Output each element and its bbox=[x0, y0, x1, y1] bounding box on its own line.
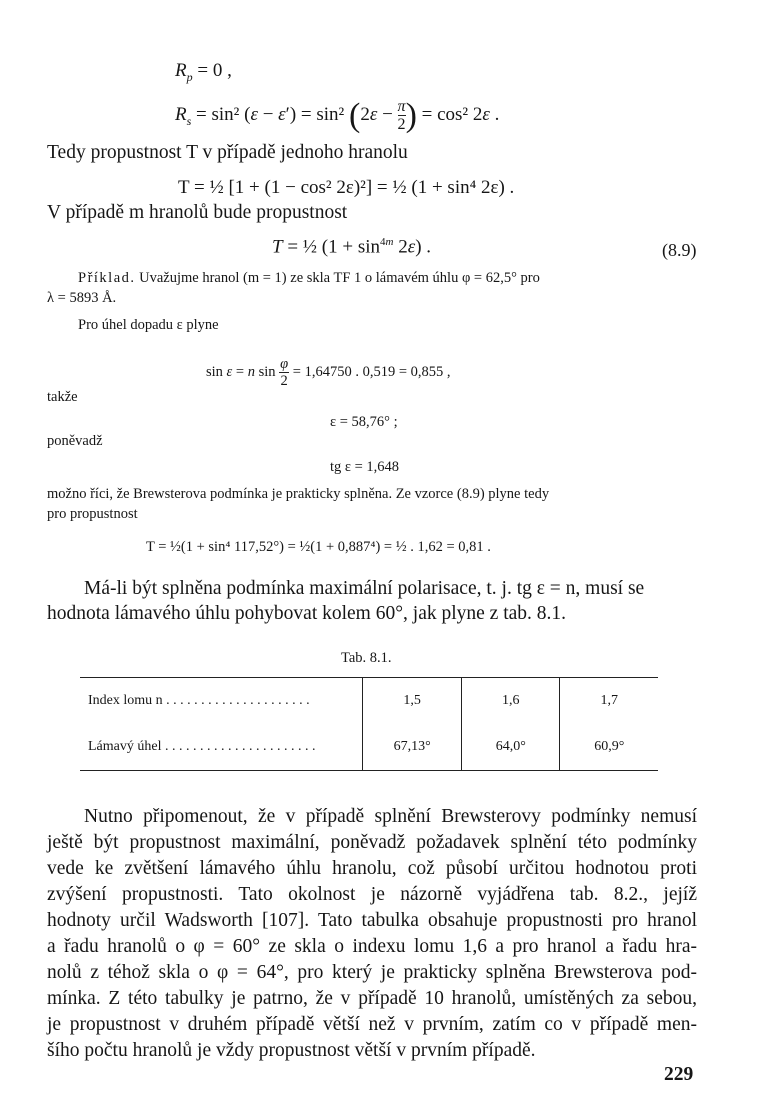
equation-rp: $R_p = 0$ , bbox=[175, 60, 232, 84]
text-tedy: Tedy propustnost T v případě jednoho hranolu bbox=[47, 142, 408, 163]
table-cell: 64,0° bbox=[462, 724, 560, 771]
equation-eps-value: ε = 58,76° ; bbox=[330, 414, 398, 430]
table-row bbox=[80, 724, 658, 771]
text-takze: takže bbox=[47, 389, 78, 405]
table-row-label: Index lomu n . . . . . . . . . . . . . . . . . . . . . bbox=[80, 678, 363, 725]
text-mali-line-1: Má-li být splněna podmínka maximální polarisace, t. j. tg ε = n, musí se bbox=[84, 578, 645, 599]
table-cell: 1,5 bbox=[363, 678, 462, 725]
table-caption: Tab. 8.1. bbox=[341, 650, 392, 666]
paragraph-line: ještě být propustnost maximální, poněvadž požadavek splnění této podmínky bbox=[47, 832, 697, 853]
equation-t-multi: T = ½ $(1 + \sin^{4m} 2\varepsilon)$ . bbox=[272, 236, 432, 258]
paragraph-line: vede ke zvětšení lámavého úhlu hranolu, což působí určitou hodnotou proti bbox=[47, 858, 697, 879]
text-mali-line-2: hodnota lámavého úhlu pohybovat kolem 60°, jak plyne z tab. 8.1. bbox=[47, 603, 567, 624]
equation-sin-eps: sin ε = n sin $\frac{\varphi}{2}$ = 1,64750 . 0,519 = 0,855 , bbox=[206, 356, 451, 389]
paragraph-line: a řadu hranolů o φ = 60° ze skla o indexu lomu 1,6 a pro hranol a řadu hra- bbox=[47, 936, 697, 957]
table-cell: 67,13° bbox=[363, 724, 462, 771]
paragraph-line: mínka. Z této tabulky je patrno, že v případě 10 hranolů, umístěných za sebou, bbox=[47, 988, 697, 1009]
text-mozno-line-1: možno říci, že Brewsterova podmínka je prakticky splněna. Ze vzorce (8.9) plyne tedy bbox=[47, 486, 550, 502]
table-row-label: Lámavý úhel . . . . . . . . . . . . . . . . . . . . . . bbox=[80, 724, 363, 771]
text-v-pripade: V případě m hranolů bude propustnost bbox=[47, 202, 348, 223]
paragraph-line: Nutno připomenout, že v případě splnění Brewsterovy podmínky nemusí bbox=[84, 806, 697, 827]
equation-t-single: T = ½ [1 + (1 − cos² 2ε)²] = ½ (1 + sin⁴ 2ε) . bbox=[178, 177, 515, 198]
text-mozno-line-2: pro propustnost bbox=[47, 506, 138, 522]
paragraph-line: je propustnost v druhém případě větší než v prvním, zatím co v případě men- bbox=[47, 1014, 697, 1035]
table-8-1 bbox=[80, 677, 658, 771]
table-row bbox=[80, 678, 658, 725]
page-number: 229 bbox=[664, 1064, 694, 1085]
text-ponevadz: poněvadž bbox=[47, 433, 103, 449]
paragraph-line: hodnoty určil Wadsworth [107]. Tato tabulka obsahuje propustnosti pro hranol bbox=[47, 910, 697, 931]
text-uhel-dopadu: Pro úhel dopadu ε plyne bbox=[78, 317, 219, 333]
paragraph-line: zvýšení propustnosti. Tato okolnost je názorně vyjádřena tab. 8.2., jejíž bbox=[47, 884, 697, 905]
equation-t-result: T = ½(1 + sin⁴ 117,52°) = ½(1 + 0,887⁴) = ½ . 1,62 = 0,81 . bbox=[146, 539, 491, 555]
table-cell: 1,6 bbox=[462, 678, 560, 725]
example-label: Příklad. bbox=[78, 270, 136, 286]
example-line-1 bbox=[78, 270, 540, 287]
paragraph-line: nolů z téhož skla o φ = 64°, pro který je prakticky splněna Brewsterova pod- bbox=[47, 962, 697, 983]
example-text: Uvažujme hranol (m = 1) ze skla TF 1 o lámavém úhlu φ = 62,5° pro bbox=[139, 270, 540, 286]
example-line-2: λ = 5893 Å. bbox=[47, 290, 117, 306]
paragraph-line: šího počtu hranolů je vždy propustnost větší v prvním případě. bbox=[47, 1040, 536, 1061]
equation-tg-eps: tg ε = 1,648 bbox=[330, 459, 400, 475]
equation-rs: $R_s = \sin^2$ (ε − ε′) = sin² (2ε − $\frac{\pi}{2}$ ) = cos² 2ε . bbox=[175, 97, 500, 134]
paragraph-final bbox=[47, 804, 697, 1064]
table-cell: 1,7 bbox=[560, 678, 658, 725]
equation-number: (8.9) bbox=[662, 240, 697, 260]
table-cell: 60,9° bbox=[560, 724, 658, 771]
